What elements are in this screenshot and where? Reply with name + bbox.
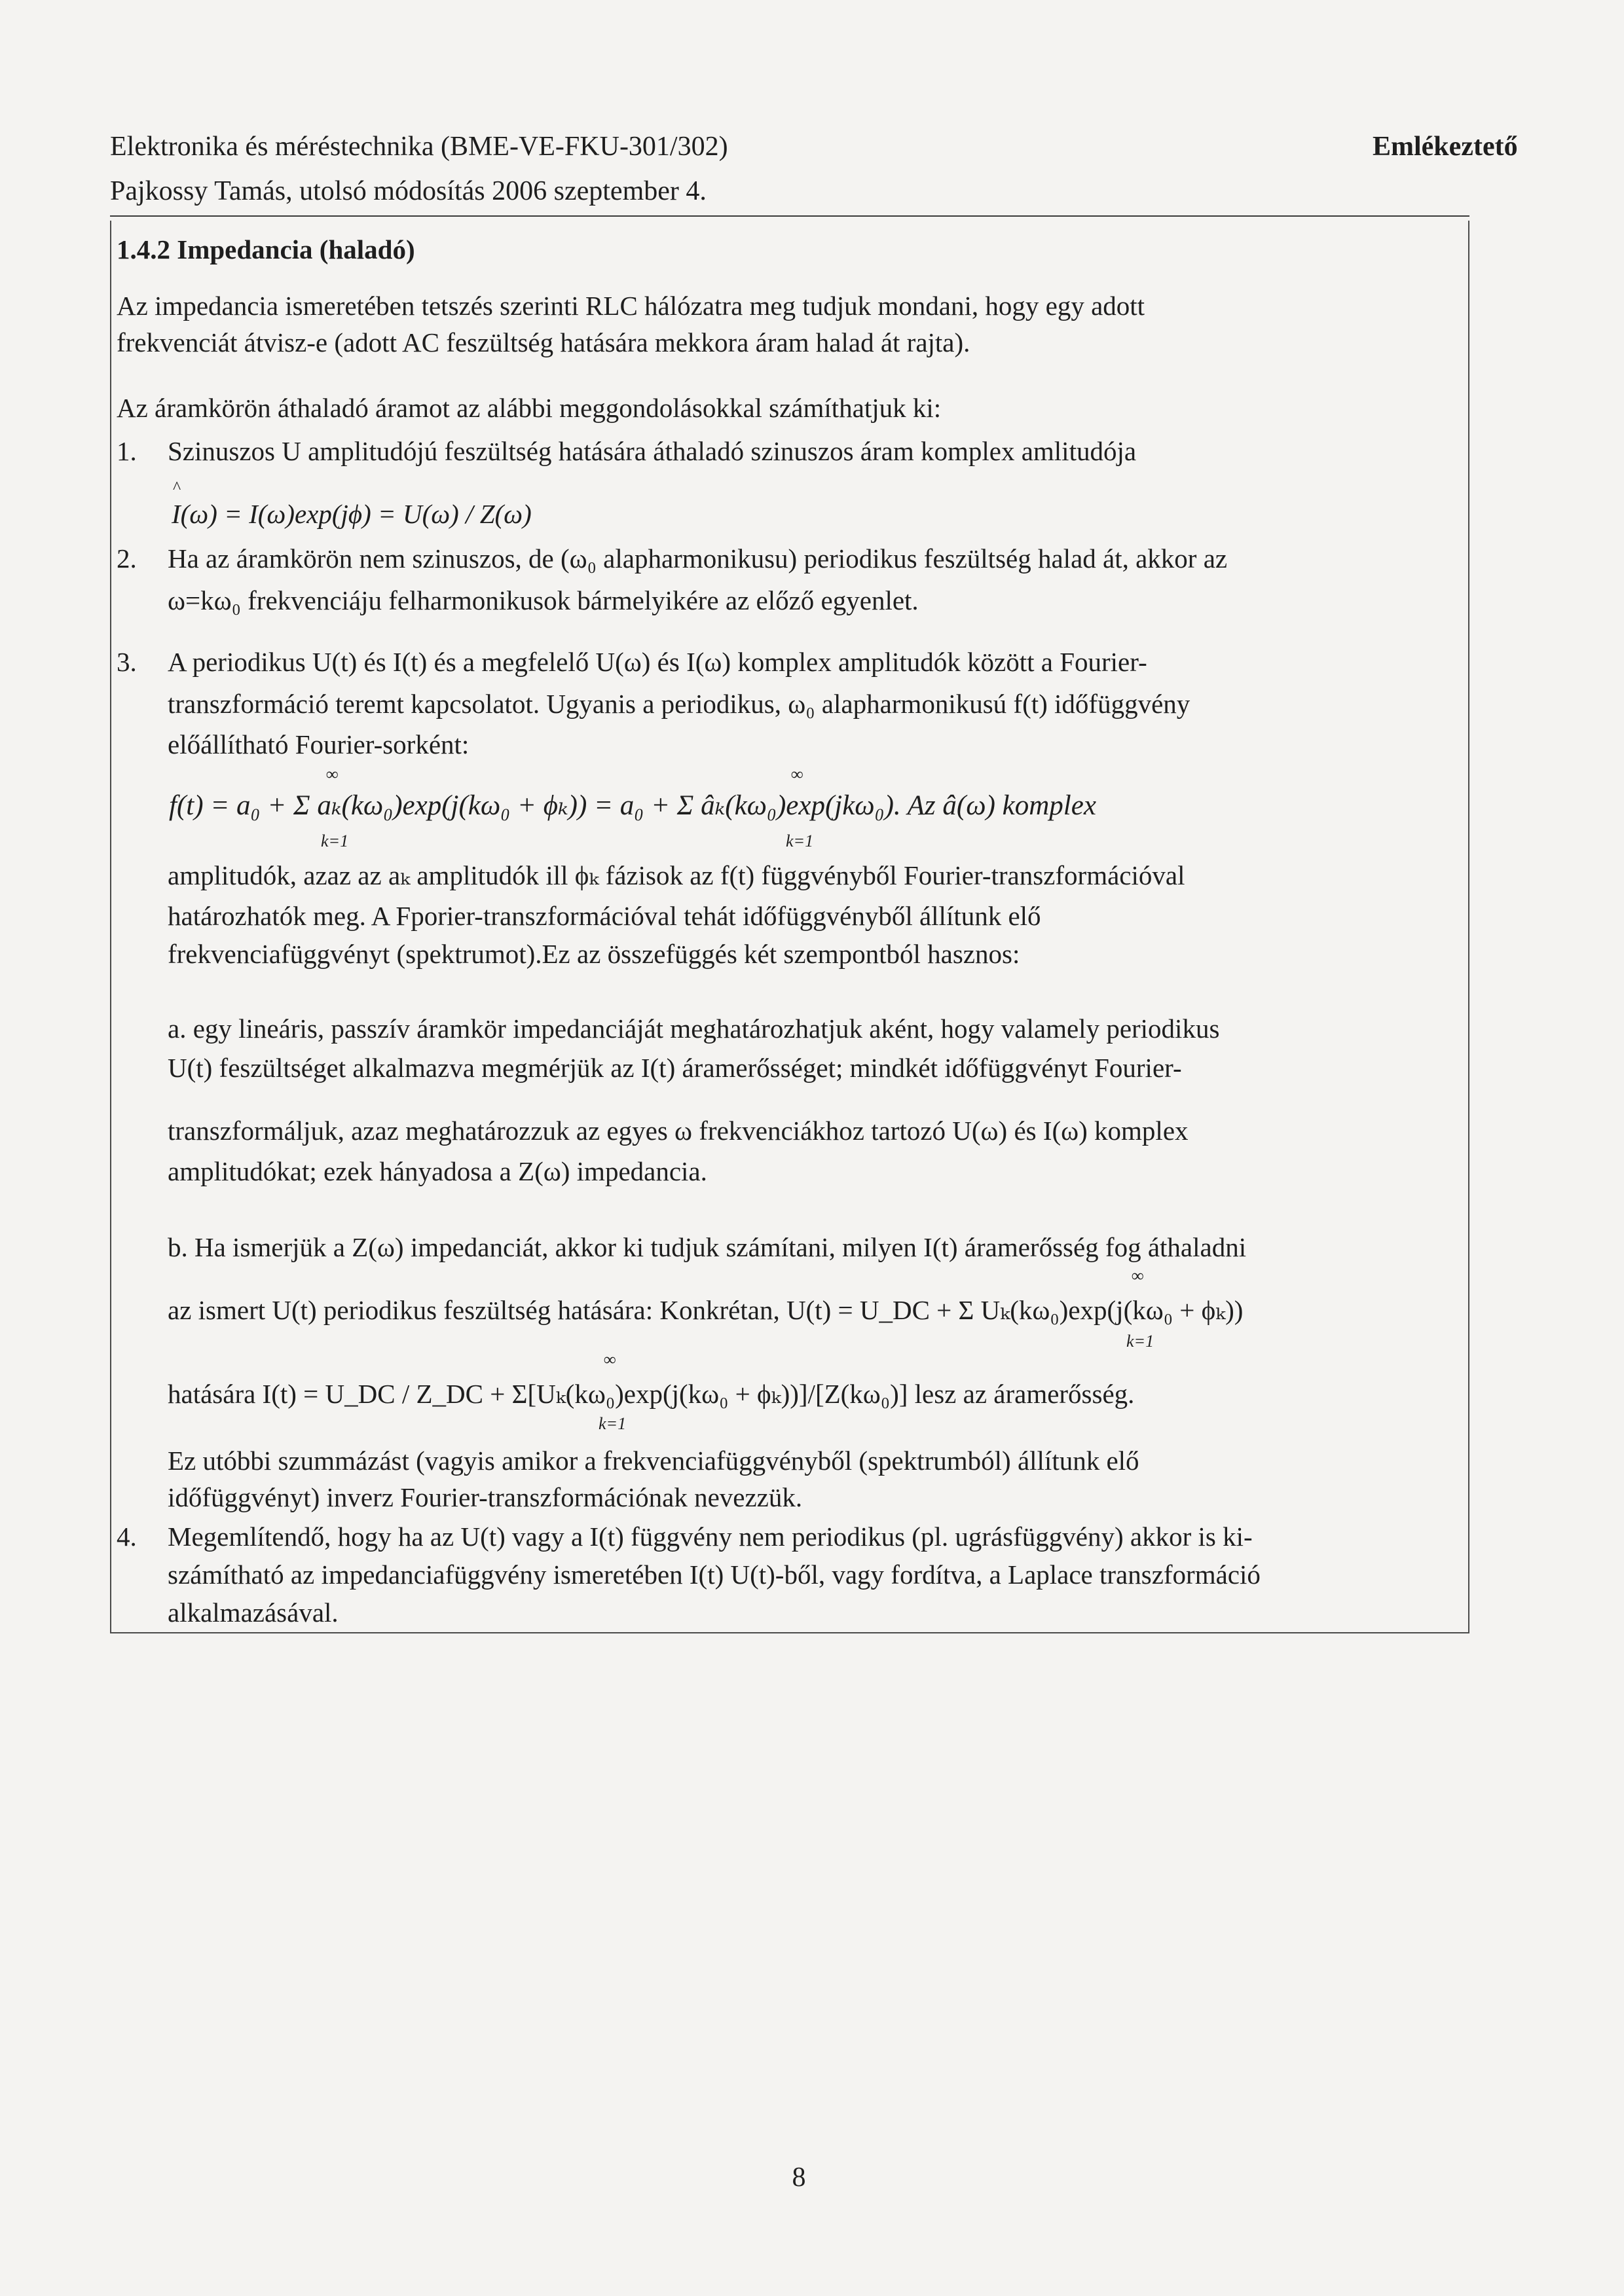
- lead-text: Az áramkörön áthaladó áramot az alábbi meggondolásokkal számíthatjuk ki:: [117, 393, 942, 423]
- sum-lower-limit: k=1: [1126, 1332, 1154, 1351]
- sum-lower-limit: k=1: [321, 831, 349, 850]
- item3-text: A periodikus U(t) és I(t) és a megfelelő U(ω) és I(ω) komplex amplitudók között a Fourier-: [168, 647, 1147, 677]
- sum-lower-limit: k=1: [599, 1414, 627, 1433]
- sum-upper-limit: ∞: [1132, 1266, 1144, 1285]
- section-title: 1.4.2 Impedancia (haladó): [117, 234, 415, 264]
- item3-text: határozhatók meg. A Fporier-transzformációval tehát időfüggvényből állítunk elő: [168, 901, 1041, 931]
- subitem-b-text: hatására I(t) = U_DC / Z_DC + Σ[Uₖ(kω₀)exp(j(kω₀ + ϕₖ))]/[Z(kω₀)] lesz az áramerősség.: [168, 1379, 1135, 1409]
- header-label: Emlékeztető: [1373, 132, 1518, 162]
- item1-formula: I(ω) = I(ω)exp(jϕ) = U(ω) / Z(ω): [172, 499, 532, 529]
- subitem-b-text: b. Ha ismerjük a Z(ω) impedanciát, akkor ki tudjuk számítani, milyen I(t) áramerősség fog áthaladni: [168, 1232, 1247, 1262]
- subitem-b-text: az ismert U(t) periodikus feszültség hatására: Konkrétan, U(t) = U_DC + Σ Uₖ(kω₀)exp(j(kω₀ + ϕₖ)): [168, 1295, 1244, 1325]
- fourier-series-formula: f(t) = a₀ + Σ aₖ(kω₀)exp(j(kω₀ + ϕₖ)) = a₀ + Σ âₖ(kω₀)exp(jkω₀). Az â(ω) komplex: [169, 790, 1096, 821]
- intro-line: frekvenciát átvisz-e (adott AC feszültség hatására mekkora áram halad át rajta).: [117, 327, 970, 357]
- sum-upper-limit: ∞: [604, 1350, 616, 1369]
- item2-text: ω=kω₀ frekvenciáju felharmonikusok bármelyikére az előző egyenlet.: [168, 585, 919, 615]
- header-course-title: Elektronika és méréstechnika (BME-VE-FKU-301/302): [110, 132, 728, 162]
- item-number: 4.: [117, 1522, 137, 1552]
- subitem-a-text: transzformáljuk, azaz meghatározzuk az egyes ω frekvenciákhoz tartozó U(ω) és I(ω) komplex: [168, 1116, 1189, 1146]
- item4-text: számítható az impedanciafüggvény ismeretében I(t) U(t)-ből, vagy fordítva, a Laplace transzformáció: [168, 1559, 1261, 1590]
- item4-text: alkalmazásával.: [168, 1597, 339, 1628]
- subitem-a-text: amplitudókat; ezek hányadosa a Z(ω) impedancia.: [168, 1156, 707, 1186]
- page-number: 8: [792, 2162, 806, 2193]
- header-author-date: Pajkossy Tamás, utolsó módosítás 2006 szeptember 4.: [110, 176, 707, 206]
- header-divider: [110, 215, 1469, 217]
- item-number: 3.: [117, 647, 137, 677]
- sum-upper-limit: ∞: [791, 765, 803, 784]
- item3-text: előállítható Fourier-sorként:: [168, 729, 470, 759]
- item3-text: transzformáció teremt kapcsolatot. Ugyanis a periodikus, ω₀ alapharmonikusú f(t) időfüggvény: [168, 689, 1190, 719]
- intro-line: Az impedancia ismeretében tetszés szerinti RLC hálózatra meg tudjuk mondani, hogy egy adott: [117, 291, 1145, 321]
- sum-upper-limit: ∞: [326, 765, 339, 784]
- subitem-b-text: időfüggvényt) inverz Fourier-transzformációnak nevezzük.: [168, 1482, 803, 1512]
- item3-text: frekvenciafüggvényt (spektrumot).Ez az összefüggés két szempontból hasznos:: [168, 939, 1020, 969]
- item1-text: Szinuszos U amplitudójú feszültség hatására áthaladó szinuszos áram komplex amlitudója: [168, 436, 1137, 466]
- item4-text: Megemlítendő, hogy ha az U(t) vagy a I(t) függvény nem periodikus (pl. ugrásfüggvény) akkor is ki-: [168, 1522, 1253, 1552]
- subitem-a-text: a. egy lineáris, passzív áramkör impedanciáját meghatározhatjuk aként, hogy valamely periodikus: [168, 1013, 1220, 1044]
- sum-lower-limit: k=1: [786, 831, 814, 850]
- item-number: 2.: [117, 543, 137, 574]
- item2-text: Ha az áramkörön nem szinuszos, de (ω₀ alapharmonikusu) periodikus feszültség halad át, akkor az: [168, 543, 1228, 574]
- subitem-b-text: Ez utóbbi szummázást (vagyis amikor a frekvenciafüggvényből (spektrumból) állítunk elő: [168, 1446, 1139, 1476]
- item-number: 1.: [117, 436, 137, 466]
- hat-mark: ^: [173, 478, 181, 497]
- subitem-a-text: U(t) feszültséget alkalmazva megmérjük az I(t) áramerősséget; mindkét időfüggvényt Fourier-: [168, 1053, 1182, 1083]
- item3-text: amplitudók, azaz az aₖ amplitudók ill ϕₖ fázisok az f(t) függvényből Fourier-transzformációval: [168, 860, 1185, 890]
